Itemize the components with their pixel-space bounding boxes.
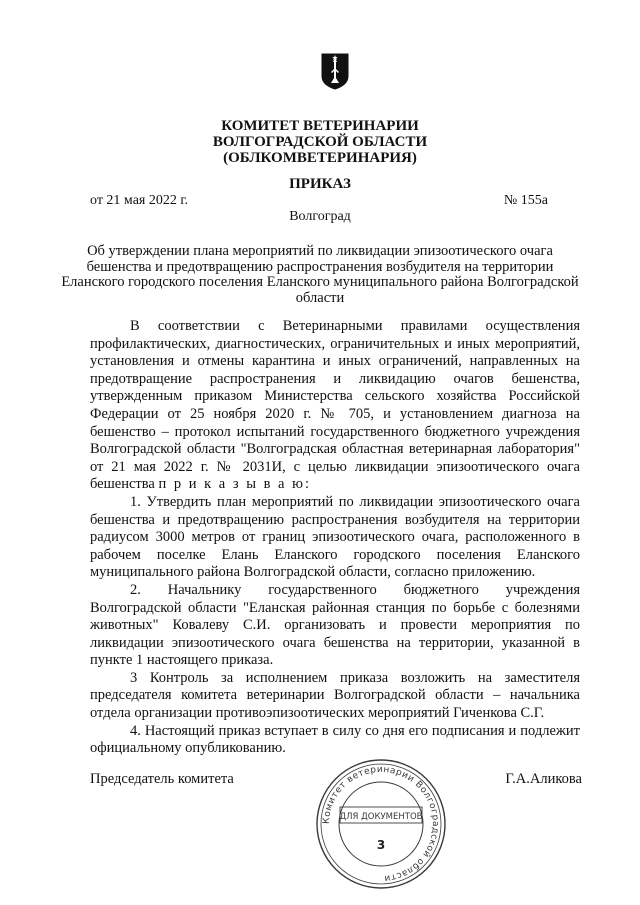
doc-date: от 21 мая 2022 г. xyxy=(90,193,189,208)
doc-city: Волгоград xyxy=(289,209,351,224)
svg-text:Комитет ветеринарии Волгоградс xyxy=(322,765,440,883)
signatory-position: Председатель комитета xyxy=(90,771,234,787)
item-3: 3 Контроль за исполнением приказа возложить на заместителя председателя комитета ветеринарии Волгоградской области – начальника отдела организации противоэпизоотических мероприятий Гиченкова С.Г. xyxy=(90,669,580,722)
item-1: 1. Утвердить план мероприятий по ликвидации эпизоотического очага бешенства и предотвращению распространения возбудителя на территории радиусом 3000 метров от границ эпизоотического очага, расположенного в рабочем поселке Елань Еланского городского поселения Еланского муниципального района Волгоградской области, согласно приложению. xyxy=(90,493,580,581)
stamp-inner-text: ДЛЯ ДОКУМЕНТОВ xyxy=(339,812,423,822)
stamp-seal xyxy=(314,757,448,891)
org-name-line1: КОМИТЕТ ВЕТЕРИНАРИИ xyxy=(221,118,419,134)
item-4: 4. Настоящий приказ вступает в силу со дня его подписания и подлежит официальному опубликованию. xyxy=(90,722,580,757)
org-name-line2: ВОЛГОГРАДСКОЙ ОБЛАСТИ xyxy=(212,134,428,150)
stamp-number: 3 xyxy=(376,838,386,852)
signatory-name: Г.А.Аликова xyxy=(505,771,582,787)
preamble: В соответствии с Ветеринарными правилами осуществления профилактических, диагностических, ограничительных и иных мероприятий, установления и отмены карантина и иных ограничений, направленных на предотвращение распространения и ликвидацию очагов бешенства, утвержденным приказом Министерства сельского хозяйства Российской Федерации от 25 ноября 2020 г. № 705, и установлением диагноза на бешенство – протокол испытаний государственного бюджетного учреждения Волгоградской области "Волгоградская областная ветеринарная лаборатория" от 21 мая 2022 г. № 2031И, с целью ликвидации эпизоотического очага бешенства п р и к а з ы в а ю: xyxy=(90,318,580,493)
coat-of-arms-icon xyxy=(320,52,350,90)
stamp-outer-text: Комитет ветеринарии Волгоградской области xyxy=(321,764,441,883)
item-2: 2. Начальнику государственного бюджетного учреждения Волгоградской области "Еланская районная станция по борьбе с болезнями животных" Ковалеву С.И. организовать и провести мероприятия по ликвидации эпизоотического очага бешенства на территории, указанной в пункте 1 настоящего приказа. xyxy=(90,581,580,669)
org-name-line3: (ОБЛКОМВЕТЕРИНАРИЯ) xyxy=(223,150,417,166)
doc-body xyxy=(90,318,580,758)
doc-number: № 155а xyxy=(503,193,548,208)
order-word: п р и к а з ы в а ю: xyxy=(158,476,311,493)
doc-subject: Об утверждении плана мероприятий по ликвидации эпизоотического очага бешенства и предотвращению распространения возбудителя на территории Еланского городского поселения Еланского муниципального района Волгоградской области xyxy=(61,243,579,306)
doc-type: ПРИКАЗ xyxy=(289,176,351,192)
